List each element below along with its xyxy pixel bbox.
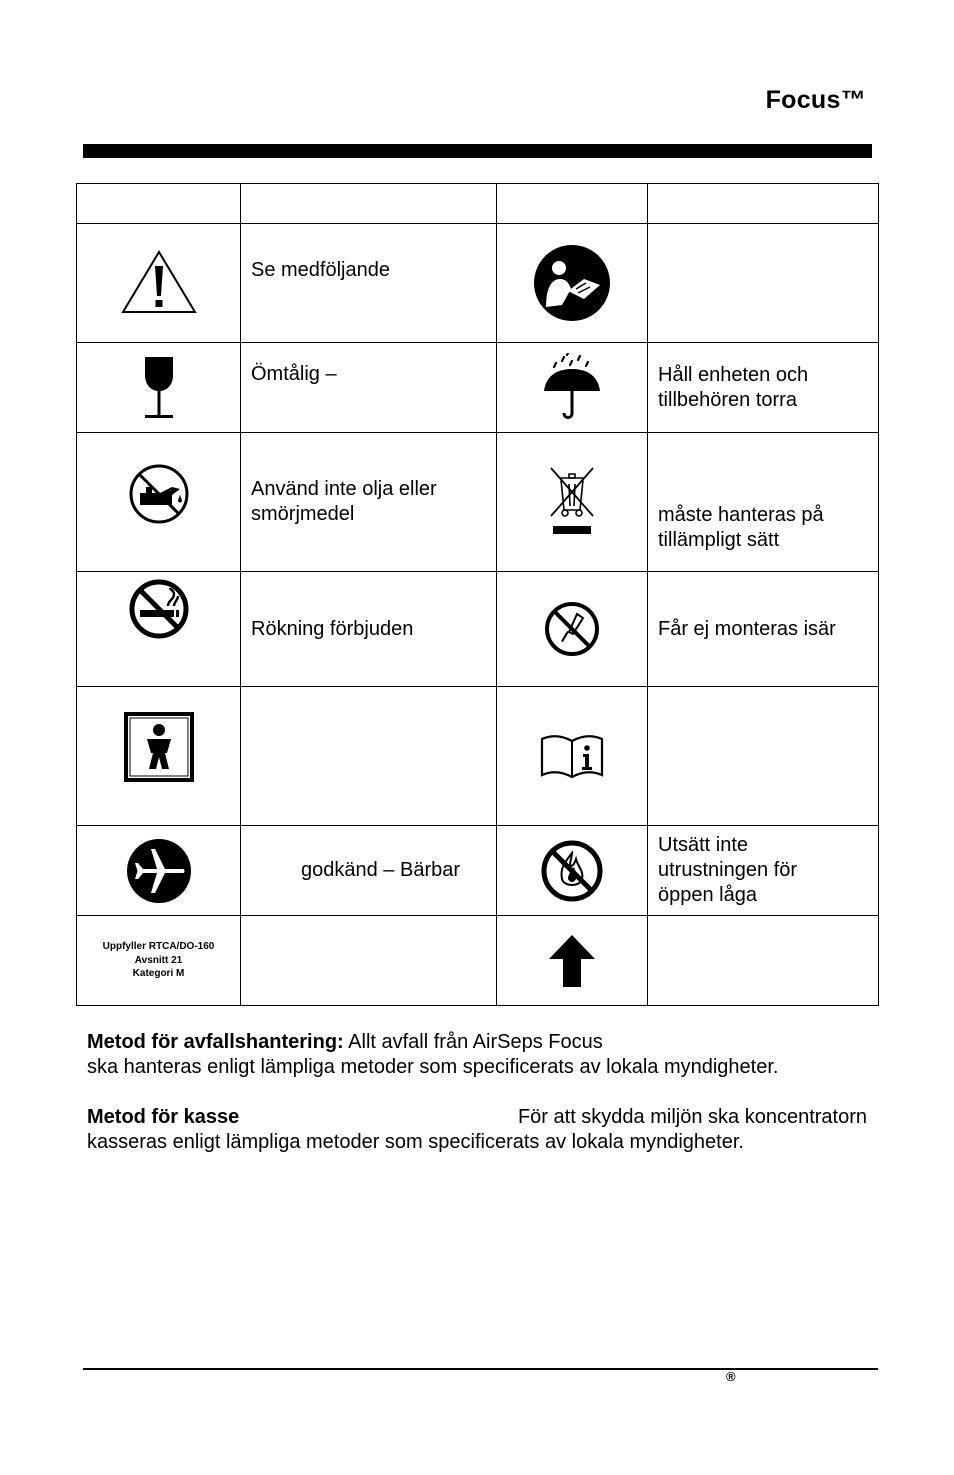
table-row [77, 343, 879, 433]
description-text: godkänd – Bärbar [301, 859, 461, 881]
no-open-flame-icon [540, 839, 604, 903]
description-text: Får ej monteras isär [658, 617, 836, 640]
airplane-icon [125, 837, 193, 905]
description-cell [648, 572, 879, 687]
description-cell [241, 687, 497, 826]
description-cell [648, 826, 879, 916]
rtca-line: Uppfyller RTCA/DO-160 [102, 941, 215, 953]
description-text: Se medföljande [251, 259, 390, 281]
rtca-label [77, 940, 240, 981]
no-smoking-icon [128, 578, 190, 640]
warning-triangle-icon [119, 248, 199, 318]
description-line: måste hanteras på [658, 504, 824, 526]
symbol-cell [497, 343, 648, 433]
disposal-text: För att skydda miljön ska koncentratorn [517, 1106, 867, 1128]
description-line: smörjmedel [251, 503, 355, 525]
symbol-cell [497, 916, 648, 1006]
description-cell [241, 343, 497, 433]
this-way-up-arrow-icon [547, 933, 597, 989]
description-cell [648, 433, 879, 572]
disposal-heading: Metod för kasse [87, 1106, 240, 1128]
description-line: öppen låga [658, 884, 757, 906]
symbol-cell [77, 687, 241, 826]
waste-paragraph-line1 [87, 1030, 867, 1055]
header-rule [83, 144, 872, 158]
header-cell [241, 184, 497, 224]
description-cell [648, 687, 879, 826]
rtca-line: Avsnitt 21 [134, 954, 183, 966]
symbol-cell [77, 916, 241, 1006]
waste-text: Allt avfall från AirSeps Focus [348, 1031, 603, 1053]
description-cell [241, 826, 497, 916]
table-row [77, 826, 879, 916]
disposal-text: kasseras enligt lämpliga metoder som specificerats av lokala myndigheter. [87, 1131, 744, 1153]
description-cell [241, 433, 497, 572]
disposal-paragraph-line1 [87, 1105, 867, 1130]
keep-dry-umbrella-icon [540, 353, 604, 423]
description-text: Rökning förbjuden [251, 617, 414, 640]
symbol-cell [497, 572, 648, 687]
waste-paragraph-line2 [87, 1055, 867, 1080]
description-line: Håll enheten och [658, 363, 809, 386]
description-cell [241, 224, 497, 343]
description-cell [241, 916, 497, 1006]
description-text: Ömtålig – [251, 363, 337, 385]
description-line: tillämpligt sätt [658, 529, 780, 551]
description-line: Använd inte olja eller [251, 478, 437, 500]
header-cell [648, 184, 879, 224]
registered-mark: ® [726, 1369, 736, 1384]
symbol-cell [77, 433, 241, 572]
symbol-cell [497, 433, 648, 572]
symbol-cell [497, 687, 648, 826]
description-line: Utsätt inte [658, 834, 749, 856]
description-cell [241, 572, 497, 687]
fragile-glass-icon [139, 355, 179, 421]
symbol-cell [497, 224, 648, 343]
header-cell [497, 184, 648, 224]
table-row [77, 916, 879, 1006]
rtca-line: Kategori M [132, 968, 185, 980]
table-header-row [77, 184, 879, 224]
info-manual-icon [539, 733, 605, 779]
symbol-cell [77, 826, 241, 916]
table-row [77, 224, 879, 343]
weee-crossed-bin-icon [547, 466, 597, 538]
description-cell [648, 343, 879, 433]
description-cell [648, 224, 879, 343]
disposal-paragraph-line2 [87, 1130, 867, 1155]
symbol-cell [497, 826, 648, 916]
header-cell [77, 184, 241, 224]
page-title: Focus™ [765, 86, 866, 114]
waste-heading: Metod för avfallshantering: [87, 1031, 344, 1053]
table-row [77, 687, 879, 826]
table-row [77, 572, 879, 687]
waste-text: ska hanteras enligt lämpliga metoder som specificerats av lokala myndigheter. [87, 1056, 779, 1078]
type-bf-applied-part-icon [123, 711, 195, 783]
footer-rule [83, 1368, 878, 1370]
no-disassembly-icon [543, 600, 601, 658]
no-oil-icon [128, 463, 190, 525]
description-line: tillbehören torra [658, 388, 797, 411]
read-manual-icon [532, 243, 612, 323]
symbol-table [76, 183, 879, 1006]
symbol-cell [77, 572, 241, 687]
table-row [77, 433, 879, 572]
description-line: utrustningen för [658, 859, 797, 881]
description-cell [648, 916, 879, 1006]
symbol-cell [77, 343, 241, 433]
symbol-cell [77, 224, 241, 343]
